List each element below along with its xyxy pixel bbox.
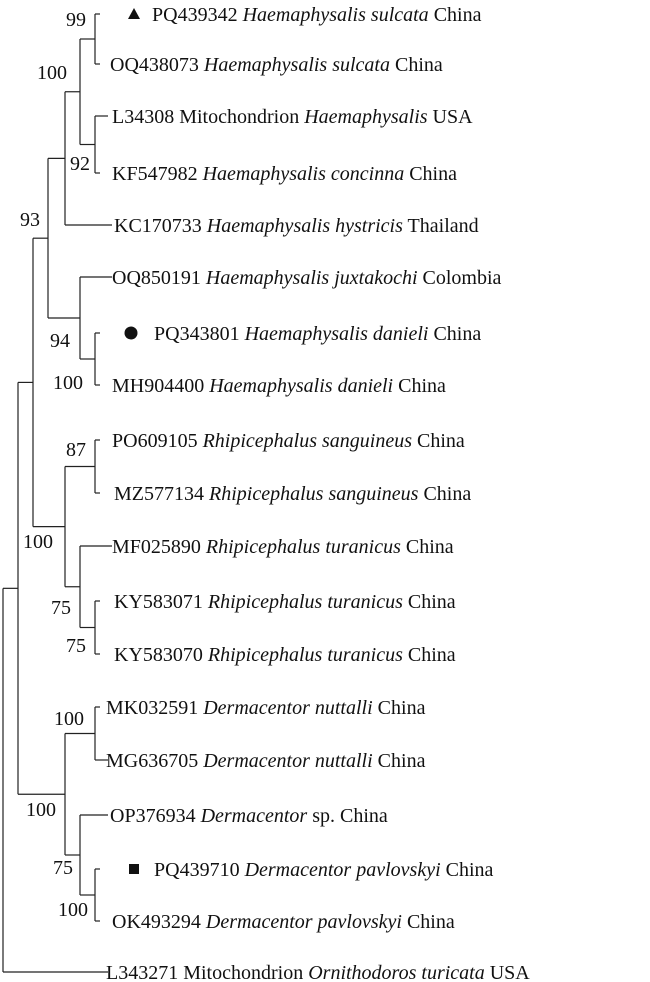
bootstrap-value: 93 <box>20 209 40 231</box>
taxon-acc: MG636705 <box>106 750 199 772</box>
taxon-species: pavlovskyi <box>351 859 441 881</box>
taxon-label <box>114 483 471 505</box>
taxon-country: China <box>372 750 426 772</box>
taxon-genus: Haemaphysalis <box>198 54 328 76</box>
taxon-acc: PQ343801 <box>154 323 240 345</box>
bootstrap-value: 87 <box>66 439 86 461</box>
bootstrap-value: 100 <box>54 708 84 730</box>
taxon-genus: Rhipicephalus <box>204 483 324 505</box>
bootstrap-value: 94 <box>50 330 70 352</box>
taxon-country: China <box>400 536 454 558</box>
taxon-labels <box>106 4 530 982</box>
taxon-pre: Mitochondrion <box>174 106 300 128</box>
taxon-genus: Haemaphysalis <box>237 4 366 26</box>
taxon-country: China <box>418 483 472 505</box>
taxon-country: China <box>428 323 482 345</box>
taxon-acc: OQ850191 <box>112 267 201 289</box>
bootstrap-value: 100 <box>26 799 56 821</box>
taxon-acc: PQ439342 <box>152 4 238 26</box>
bootstrap-values <box>20 9 90 921</box>
taxon-genus: Rhipicephalus <box>202 644 323 666</box>
taxon-label <box>112 106 473 128</box>
taxon-species: concinna <box>325 163 405 185</box>
taxon-species: pavlovskyi <box>312 911 402 933</box>
taxon-genus: Dermacentor <box>198 750 310 772</box>
taxon-country: China <box>428 4 482 26</box>
taxon-country: USA <box>427 106 473 128</box>
bootstrap-value: 75 <box>53 857 73 879</box>
taxon-label <box>112 536 454 558</box>
taxon-species: danieli <box>332 375 394 397</box>
taxon-genus: Haemaphysalis <box>299 106 428 128</box>
taxon-acc: OP376934 <box>110 805 196 827</box>
bootstrap-value: 100 <box>58 899 88 921</box>
circle-marker-icon <box>125 327 138 340</box>
taxon-country: China <box>390 54 443 76</box>
taxon-genus: Haemaphysalis <box>204 375 333 397</box>
taxon-genus: Ornithodoros <box>303 962 417 982</box>
taxon-acc: L34308 <box>112 106 175 128</box>
taxon-genus: Dermacentor <box>200 911 313 933</box>
taxon-country: China <box>393 375 446 397</box>
taxon-species: turanicus <box>322 644 403 666</box>
taxon-country: USA <box>484 962 530 982</box>
taxon-country: Thailand <box>402 215 479 237</box>
taxon-acc: KY583070 <box>114 644 203 666</box>
taxon-country: China <box>402 644 456 666</box>
taxon-country: China <box>401 911 455 933</box>
taxon-label <box>112 267 502 289</box>
taxon-country: Colombia <box>417 267 502 289</box>
taxon-acc: OK493294 <box>112 911 201 933</box>
taxon-label <box>106 750 426 772</box>
taxon-label <box>110 54 443 76</box>
bootstrap-value: 100 <box>37 62 67 84</box>
square-marker-icon <box>129 864 139 874</box>
taxon-label <box>112 163 457 185</box>
tree-branches <box>3 14 112 972</box>
taxon-species: danieli <box>367 323 429 345</box>
taxon-genus: Haemaphysalis <box>197 163 326 185</box>
taxon-genus: Dermacentor <box>239 859 352 881</box>
taxon-label <box>114 591 456 613</box>
taxon-country: China <box>335 805 388 827</box>
taxon-species: sulcata <box>327 54 390 76</box>
taxon-acc: L343271 <box>106 962 179 982</box>
taxon-genus: Haemaphysalis <box>239 323 368 345</box>
taxon-label <box>106 697 426 719</box>
taxon-species: turicata <box>416 962 485 982</box>
bootstrap-value: 75 <box>51 597 71 619</box>
taxon-label <box>114 644 456 666</box>
taxon-acc: PO609105 <box>112 430 198 452</box>
taxon-genus: Rhipicephalus <box>197 430 318 452</box>
taxon-species: hystricis <box>330 215 403 237</box>
bootstrap-value: 99 <box>66 9 86 31</box>
taxon-species: sanguineus <box>317 430 413 452</box>
taxon-genus: Rhipicephalus <box>200 536 321 558</box>
taxon-species: turanicus <box>320 536 401 558</box>
taxon-genus: Dermacentor <box>195 805 308 827</box>
taxon-acc: MF025890 <box>112 536 201 558</box>
taxon-species: juxtakochi <box>329 267 418 289</box>
taxon-acc: OQ438073 <box>110 54 199 76</box>
taxon-genus: Haemaphysalis <box>201 215 331 237</box>
taxon-species: nuttalli <box>309 697 373 719</box>
taxon-label <box>154 323 481 345</box>
taxon-post: sp. <box>307 805 336 827</box>
taxon-country: China <box>440 859 494 881</box>
bootstrap-value: 92 <box>70 153 90 175</box>
taxon-species: sanguineus <box>323 483 419 505</box>
taxon-species: sulcata <box>365 4 429 26</box>
taxon-genus: Haemaphysalis <box>200 267 330 289</box>
taxon-species: nuttalli <box>309 750 373 772</box>
taxon-country: China <box>404 163 457 185</box>
taxon-label <box>152 4 482 26</box>
taxon-acc: MZ577134 <box>114 483 204 505</box>
taxon-acc: KF547982 <box>112 163 198 185</box>
taxon-acc: MH904400 <box>112 375 205 397</box>
taxon-acc: KY583071 <box>114 591 203 613</box>
taxon-label <box>112 911 455 933</box>
taxon-country: China <box>372 697 426 719</box>
taxon-acc: KC170733 <box>114 215 202 237</box>
taxon-label <box>112 375 446 397</box>
triangle-marker-icon <box>128 8 140 19</box>
taxon-acc: PQ439710 <box>154 859 240 881</box>
taxon-species: turanicus <box>322 591 403 613</box>
taxon-label <box>154 859 494 881</box>
taxon-acc: MK032591 <box>106 697 199 719</box>
taxon-country: China <box>402 591 456 613</box>
bootstrap-value: 75 <box>66 635 86 657</box>
taxon-label <box>110 805 388 827</box>
taxon-label <box>114 215 479 237</box>
taxon-pre: Mitochondrion <box>178 962 304 982</box>
taxon-label <box>106 962 530 982</box>
taxon-label <box>112 430 465 452</box>
taxon-genus: Rhipicephalus <box>202 591 323 613</box>
bootstrap-value: 100 <box>53 372 83 394</box>
taxon-genus: Dermacentor <box>198 697 310 719</box>
bootstrap-value: 100 <box>23 531 53 553</box>
taxon-country: China <box>412 430 465 452</box>
